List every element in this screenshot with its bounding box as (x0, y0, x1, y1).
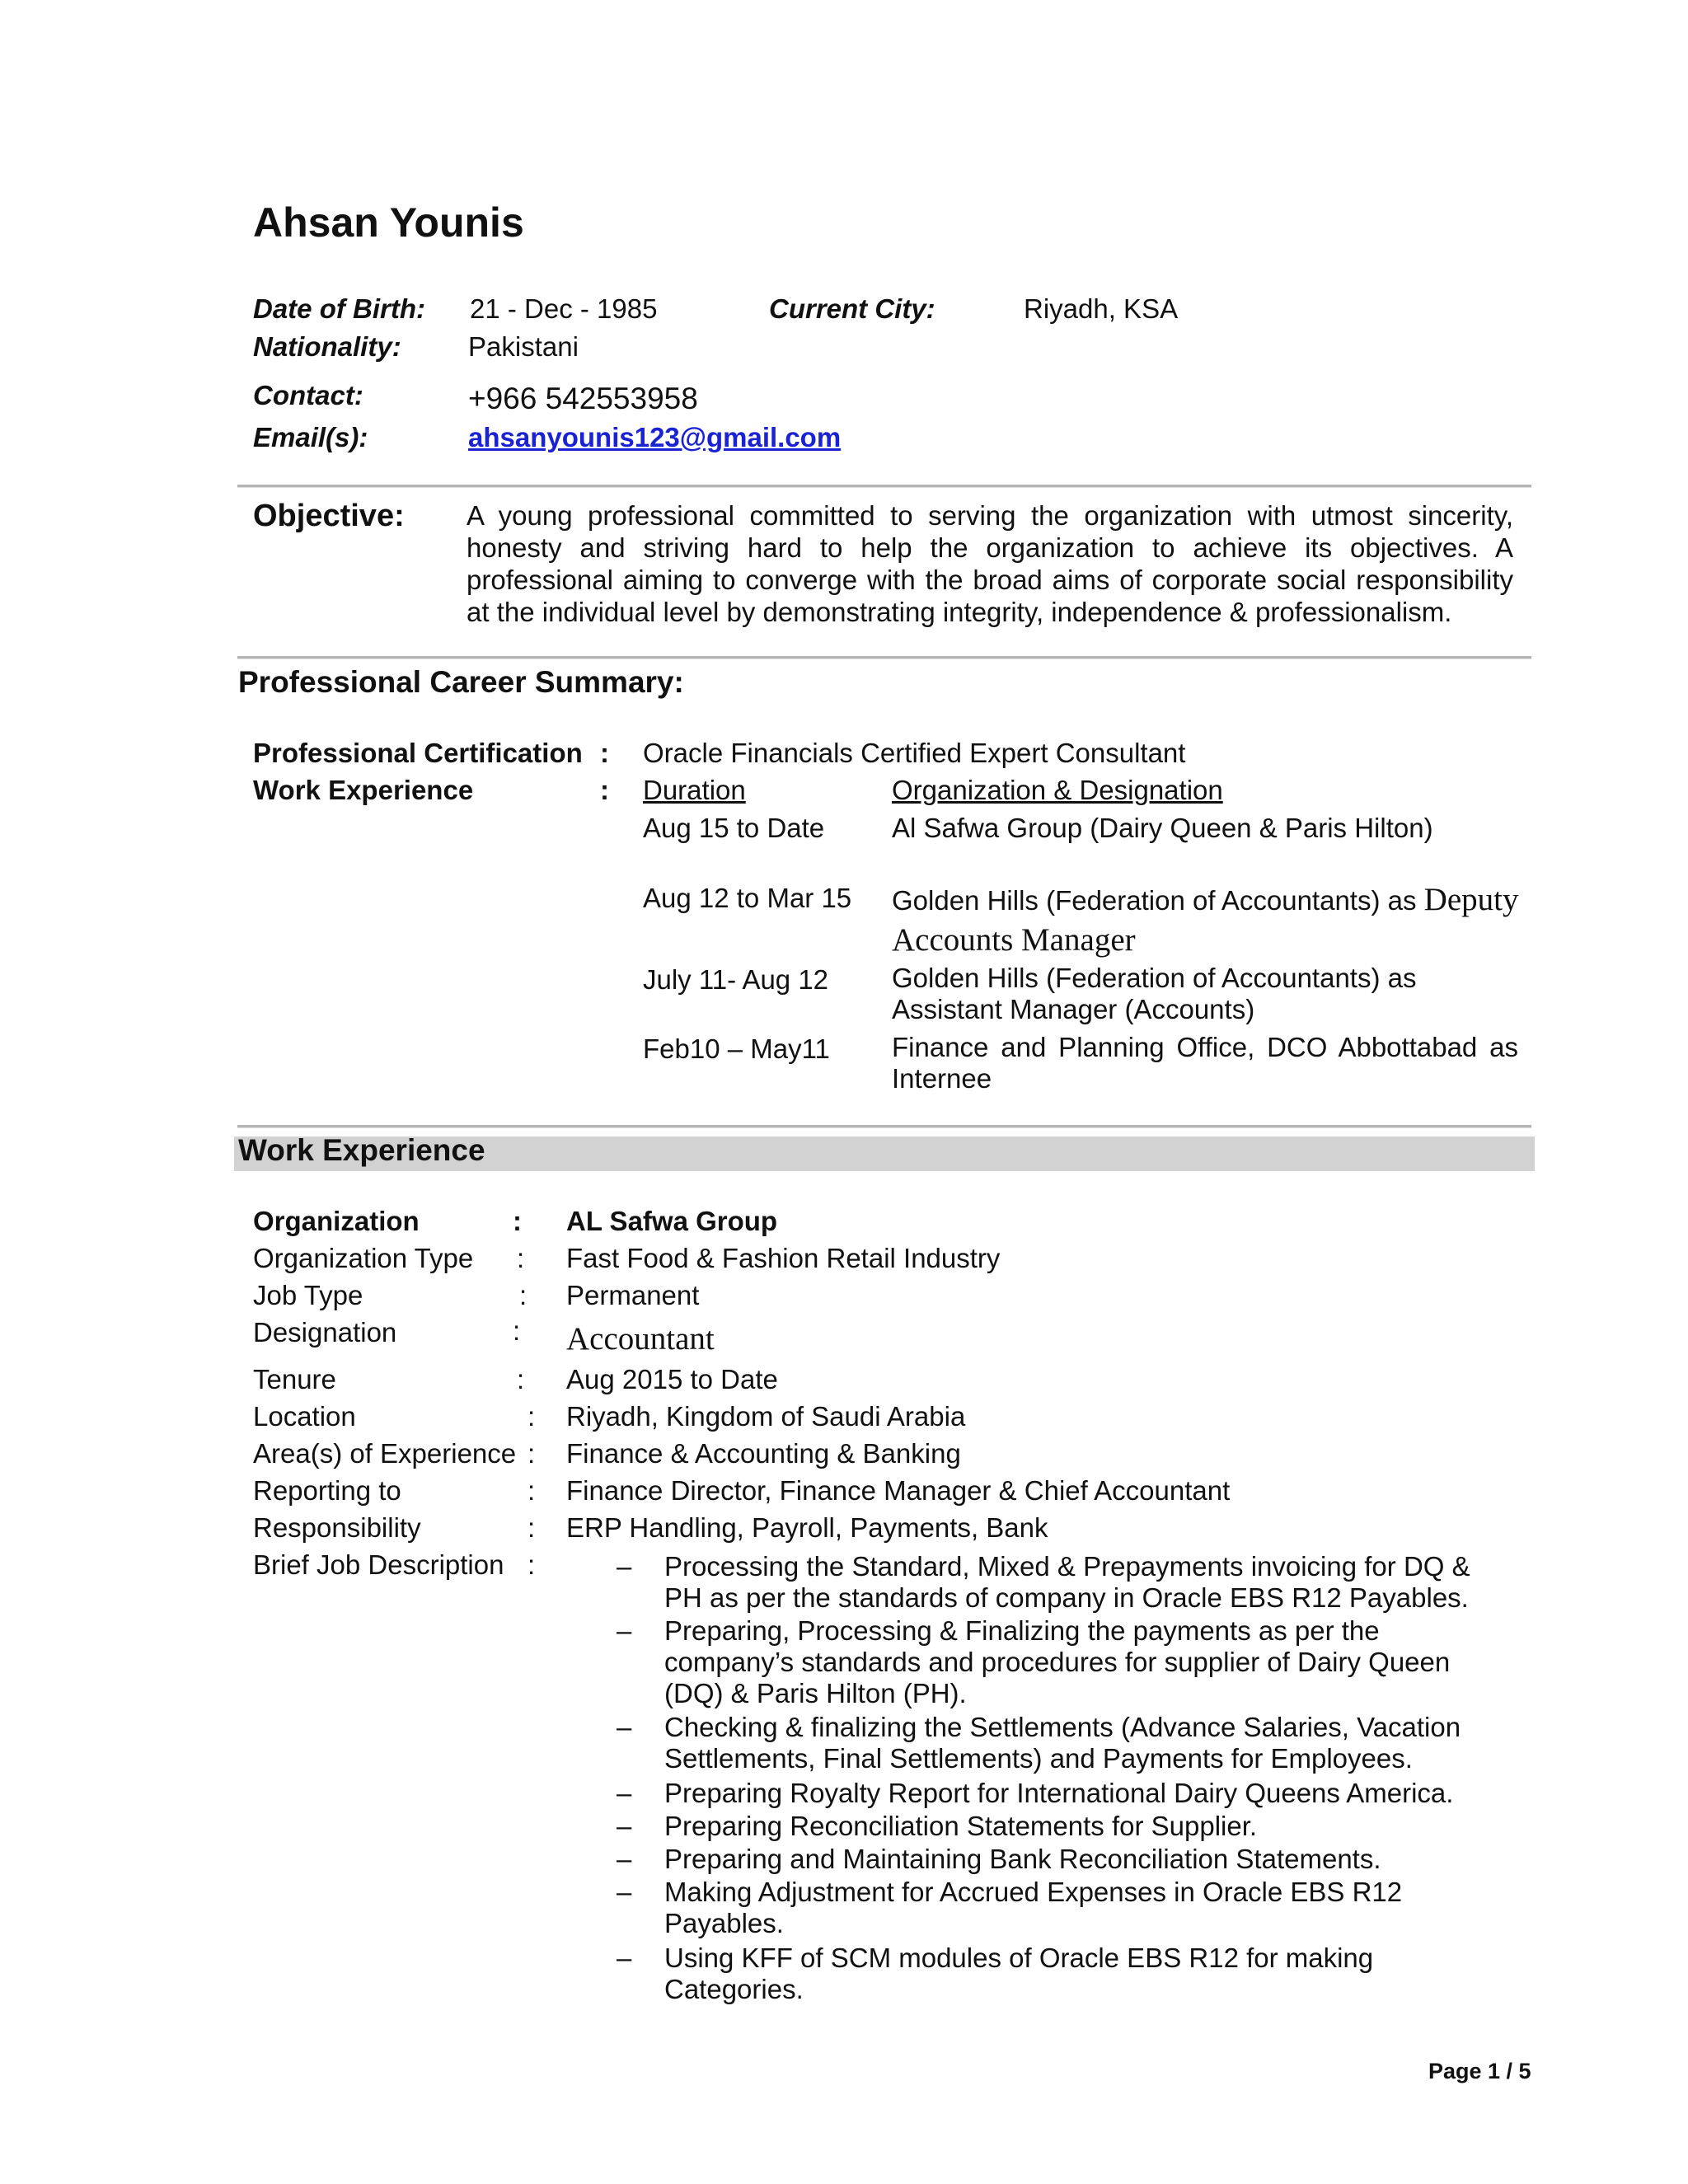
field-colon: : (517, 1243, 525, 1273)
bullet-dash: – (617, 1877, 632, 1907)
nationality-label: Nationality: (253, 331, 401, 362)
objective-label: Objective: (253, 499, 405, 533)
bullet-item: Preparing and Maintaining Bank Reconciliation Statements. (664, 1844, 1381, 1874)
page-number: Page 1 / 5 (1428, 2059, 1531, 2083)
field-label: Designation (253, 1317, 397, 1347)
field-value: Finance & Accounting & Banking (566, 1438, 961, 1469)
dob-value: 21 - Dec - 1985 (470, 293, 658, 324)
certification-value: Oracle Financials Certified Expert Consultant (643, 738, 1186, 768)
dob-label: Date of Birth: (253, 293, 425, 324)
field-colon: : (519, 1280, 528, 1310)
bullet-dash: – (617, 1811, 632, 1841)
bullet-item: Using KFF of SCM modules of Oracle EBS R12 for making Categories. (664, 1943, 1374, 2004)
email-label: Email(s): (253, 422, 368, 452)
field-value: Finance Director, Finance Manager & Chief Accountant (566, 1475, 1231, 1506)
organization-header: Organization & Designation (892, 775, 1223, 805)
field-label: Organization (253, 1206, 420, 1236)
career-duration: July 11- Aug 12 (643, 964, 829, 995)
field-label: Reporting to (253, 1475, 401, 1506)
bullet-dash: – (617, 1844, 632, 1874)
field-value: ERP Handling, Payroll, Payments, Bank (566, 1512, 1048, 1543)
bullet-item: Preparing Reconciliation Statements for Supplier. (664, 1811, 1258, 1841)
field-colon: : (517, 1364, 525, 1394)
bullet-dash: – (617, 1551, 632, 1582)
field-colon: : (528, 1549, 536, 1580)
duration-header: Duration (643, 775, 746, 805)
work-experience-title: Work Experience (238, 1133, 485, 1167)
career-organization-text: Golden Hills (Federation of Accountants) as (892, 885, 1417, 916)
work-experience-label: Work Experience (253, 775, 474, 805)
bullet-item: Preparing, Processing & Finalizing the payments as per the company’s standards and procedures for supplier of Dairy Queen (DQ) & Paris Hilton (PH). (664, 1615, 1451, 1708)
field-colon: : (528, 1438, 536, 1469)
city-value: Riyadh, KSA (1024, 293, 1179, 324)
field-value: Fast Food & Fashion Retail Industry (566, 1243, 1001, 1273)
career-designation: Deputy Accounts Manager (892, 882, 1519, 958)
bullet-item: Checking & finalizing the Settlements (Advance Salaries, Vacation Settlements, Final Settlements) and Payments for Employees. (664, 1712, 1461, 1774)
field-colon: : (528, 1401, 536, 1432)
bullet-dash: – (617, 1778, 632, 1808)
career-duration: Aug 12 to Mar 15 (643, 883, 852, 913)
field-label: Location (253, 1401, 356, 1432)
certification-colon: : (600, 738, 609, 768)
field-label: Area(s) of Experience (253, 1438, 517, 1469)
city-label: Current City: (769, 293, 935, 324)
field-label: Tenure (253, 1364, 336, 1394)
field-colon: : (513, 1315, 521, 1346)
divider (237, 656, 1531, 659)
contact-value: +966 542553958 (468, 382, 698, 415)
career-organization: Finance and Planning Office, DCO Abbottabad as Internee (892, 1032, 1518, 1094)
work-experience-colon: : (600, 775, 609, 805)
field-label: Job Type (253, 1280, 363, 1310)
bullet-dash: – (617, 1615, 632, 1646)
field-label: Organization Type (253, 1243, 474, 1273)
career-duration: Aug 15 to Date (643, 813, 825, 843)
field-value: Riyadh, Kingdom of Saudi Arabia (566, 1401, 966, 1432)
field-colon: : (513, 1206, 522, 1236)
bullet-dash: – (617, 1943, 632, 1973)
certification-label: Professional Certification (253, 738, 583, 768)
field-label: Brief Job Description (253, 1549, 504, 1580)
contact-label: Contact: (253, 380, 363, 410)
field-value: Accountant (566, 1321, 715, 1357)
nationality-value: Pakistani (468, 331, 579, 362)
bullet-item: Processing the Standard, Mixed & Prepayments invoicing for DQ & PH as per the standards of company in Oracle EBS R12 Payables. (664, 1551, 1470, 1613)
field-label: Responsibility (253, 1512, 421, 1543)
career-organization: Al Safwa Group (Dairy Queen & Paris Hilton) (892, 813, 1433, 843)
field-colon: : (528, 1475, 536, 1506)
divider (237, 1125, 1531, 1128)
objective-text: A young professional committed to serving the organization with utmost sincerity, honesty and striving hard to help the organization to achieve its objectives. A professional aiming to converge with the broad aims of corporate social responsibility at the individual level by demonstrating integrity, independence & professionalism. (467, 500, 1513, 627)
field-value: Permanent (566, 1280, 700, 1310)
field-colon: : (528, 1512, 536, 1543)
career-duration: Feb10 – May11 (643, 1033, 830, 1064)
bullet-dash: – (617, 1712, 632, 1742)
career-organization (892, 880, 1535, 961)
email-link[interactable]: ahsanyounis123@gmail.com (468, 422, 842, 452)
bullet-item: Preparing Royalty Report for International Dairy Queens America. (664, 1778, 1454, 1808)
field-value: AL Safwa Group (566, 1206, 778, 1236)
field-value: Aug 2015 to Date (566, 1364, 778, 1394)
bullet-item: Making Adjustment for Accrued Expenses in Oracle EBS R12 Payables. (664, 1877, 1403, 1938)
career-organization: Golden Hills (Federation of Accountants) as Assistant Manager (Accounts) (892, 963, 1417, 1024)
career-summary-title: Professional Career Summary: (238, 665, 684, 699)
divider (237, 485, 1531, 488)
person-name: Ahsan Younis (253, 199, 524, 246)
